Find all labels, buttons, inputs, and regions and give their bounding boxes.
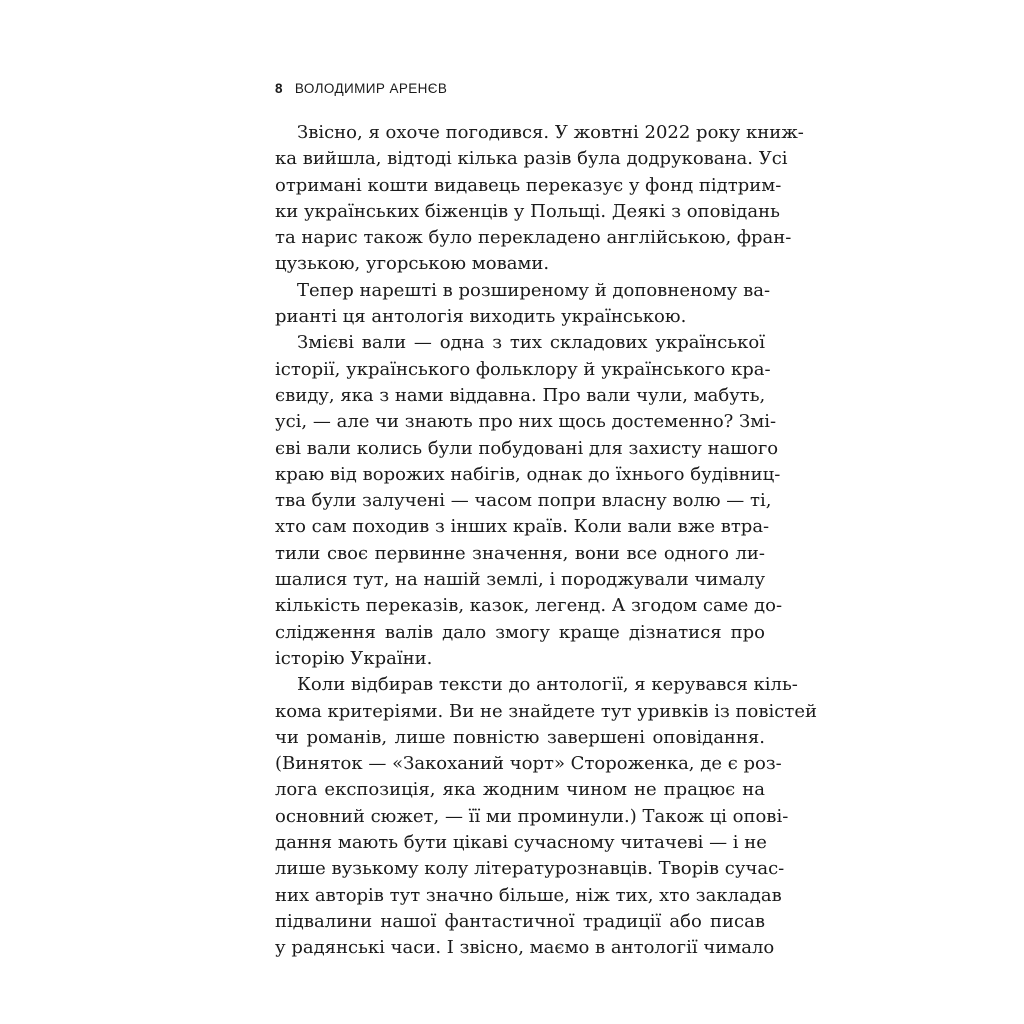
text-line: (Виняток — «Закоханий чорт» Стороженка, де є роз- <box>275 753 782 775</box>
text-line: у радянські часи. І звісно, маємо в антології чимало <box>275 937 775 959</box>
body-text <box>275 120 817 962</box>
text-line: ка вийшла, відтоді кілька разів була додрукована. Усі <box>275 148 788 170</box>
text-line: тва були залучені — часом попри власну волю — ті, <box>275 490 772 512</box>
text-line: чи романів, лише повністю завершені оповідання. <box>275 726 765 748</box>
text-line: Звісно, я охоче погодився. У жовтні 2022 року книж- <box>297 122 804 143</box>
text-line: кома критеріями. Ви не знайдете тут уривків із повістей <box>275 700 817 722</box>
text-line: Змієві вали — одна з тих складових української <box>297 332 765 354</box>
text-line: дання мають бути цікаві сучасному читачеві — і не <box>275 832 767 854</box>
paragraph <box>275 330 783 672</box>
text-line: цузькою, угорською мовами. <box>275 253 550 275</box>
text-line: Тепер нарешті в розширеному й доповненому ва- <box>297 279 771 301</box>
text-line: усі, — але чи знають про них щось достеменно? Змі- <box>275 411 777 433</box>
text-line: отримані кошти видавець переказує у фонд підтрим- <box>275 174 782 196</box>
text-line: історію України. <box>275 647 433 669</box>
text-line: них авторів тут значно більше, ніж тих, хто закладав <box>275 884 782 906</box>
text-line: підвалини нашої фантастичної традиції або писав <box>275 910 765 932</box>
text-line: основний сюжет, — її ми проминули.) Також ці опові- <box>275 805 789 827</box>
text-line: хто сам походив з інших країв. Коли вали вже втра- <box>275 516 770 538</box>
text-line: євиду, яка з нами віддавна. Про вали чули, мабуть, <box>275 384 766 406</box>
text-line: лише вузькому колу літературознавців. Творів сучас- <box>275 858 785 880</box>
page-number: 8 <box>275 80 283 96</box>
running-head-author: ВОЛОДИМИР АРЕНЄВ <box>294 80 448 96</box>
text-line: та нарис також було перекладено англійською, фран- <box>275 227 792 249</box>
text-line: тили своє первинне значення, вони все одного ли- <box>275 542 765 564</box>
text-line: єві вали колись були побудовані для захисту нашого <box>275 437 779 459</box>
text-line: слідження валів дало змогу краще дізнатися про <box>275 621 765 643</box>
paragraph <box>275 278 771 331</box>
text-line: лога експозиція, яка жодним чином не працює на <box>275 779 765 801</box>
text-line: ки українських біженців у Польщі. Деякі з оповідань <box>275 200 780 222</box>
text-line: краю від ворожих набігів, однак до їхнього будівниц- <box>275 463 781 485</box>
running-head <box>275 78 447 98</box>
text-line: шалися тут, на нашій землі, і породжували чималу <box>275 569 766 591</box>
text-line: кількість переказів, казок, легенд. А згодом саме до- <box>275 595 783 617</box>
text-line: рианті ця антологія виходить українською. <box>275 306 687 328</box>
text-line: історії, українського фольклору й українського кра- <box>275 358 771 380</box>
paragraph <box>275 672 817 961</box>
text-line: Коли відбирав тексти до антології, я керувався кіль- <box>297 674 798 696</box>
paragraph <box>275 120 804 278</box>
